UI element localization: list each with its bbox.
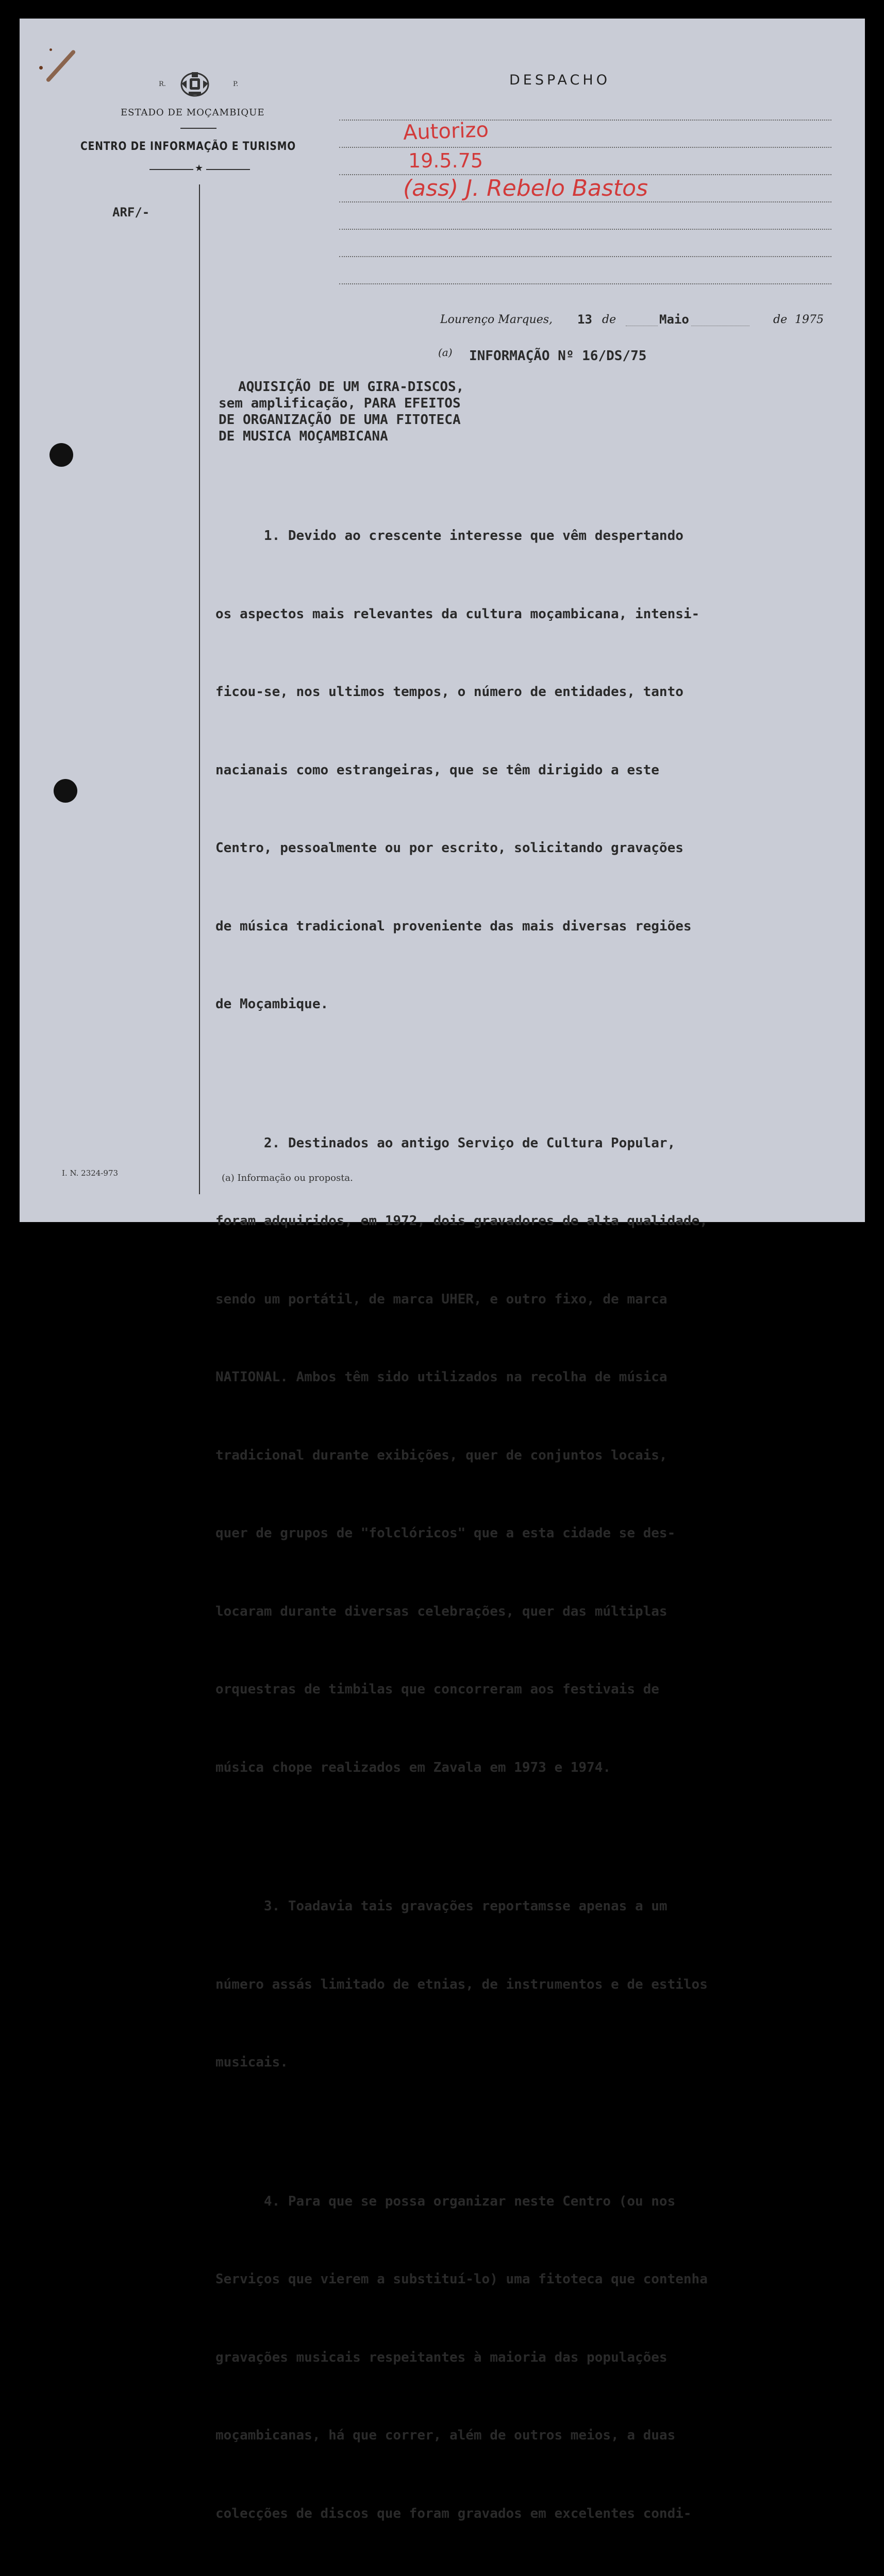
subject-line: sem amplificação, PARA EFEITOS [219,396,461,411]
body-line: 3. Toadavia tais gravações reportamsse apenas a um [215,1899,668,1914]
body-line: número assás limitado de etnias, de instrumentos e de estilos [215,1976,708,1992]
margin-line [199,184,200,1194]
document-page [20,19,865,2521]
body-line: de música tradicional proveniente das mais diversas regiões [215,918,692,934]
reference-code: ARF/- [112,205,150,219]
handwritten-signature: (ass) J. Rebelo Bastos [403,175,648,201]
body-line: NATIONAL. Ambos têm sido utilizados na recolha de música [215,1369,668,1385]
dateline-year: 1975 [795,313,824,326]
body-line: 2. Destinados ao antigo Serviço de Cultura Popular, [215,1135,676,1151]
despacho-line [339,147,831,148]
body-line: nacianais como estrangeiras, que se têm dirigido a este [215,762,659,778]
paragraph-gap [215,1833,865,1841]
body-line: os aspectos mais relevantes da cultura moçambicana, intensi- [215,606,700,622]
handwritten-date: 19.5.75 [408,149,483,172]
punch-hole [49,443,73,467]
body-line: sendo um portátil, de marca UHER, e outro fixo, de marca [215,1291,668,1307]
letterhead-centre: CENTRO DE INFORMAÇÃO E TURISMO [80,140,296,153]
footnote: (a) Informação ou proposta. [222,1173,353,1183]
handwritten-authorization: Autorizo [403,118,489,145]
dateline-de: de [602,313,616,326]
despacho-line [339,229,831,230]
letterhead-p: P. [233,80,239,88]
body-line: quer de grupos de "folclóricos" que a esta cidade se des- [215,1526,676,1541]
body-line: tradicional durante exibições, quer de conjuntos locais, [215,1447,668,1463]
body-line: música chope realizados em Zavala em 1973 e 1974. [215,1759,611,1775]
body-line: orquestras de timbilas que concorreram aos festivais de [215,1682,659,1697]
dateline-month: Maio [658,312,691,327]
subject-line: DE MUSICA MOÇAMBICANA [219,429,388,444]
dateline-day: 13 [577,312,592,327]
body-line: Centro, pessoalmente ou por escrito, solicitando gravações [215,840,683,856]
footnote-marker: (a) [438,346,453,359]
star-icon: ★ [195,163,204,174]
dateline-place: Lourenço Marques, [440,313,553,326]
subject-line: DE ORGANIZAÇÃO DE UMA FITOTECA [219,412,461,428]
body-line: moçambicanas, há que correr, além de outros meios, a duas [215,2428,676,2443]
punch-hole [54,779,77,803]
rust-dot [39,66,43,70]
body-line: gravações musicais respeitantes à maioria das populações [215,2349,668,2365]
letterhead-state: ESTADO DE MOÇAMBIQUE [121,107,265,118]
body-line: locaram durante diversas celebrações, quer das múltiplas [215,1603,668,1619]
body-line: foram adquiridos, em 1972, dois gravadores de alta qualidade, [215,1213,708,1229]
despacho-line [339,283,831,284]
body-line: ficou-se, nos ultimos tempos, o número de entidades, tanto [215,684,683,700]
body-line: Serviços que vierem a substituí-lo) uma fitoteca que contenha [215,2272,708,2287]
subject-line: AQUISIÇÃO DE UM GIRA-DISCOS, [238,379,464,395]
letterhead-rule [180,128,216,129]
letterhead-rule [149,169,193,170]
rust-dot [49,48,52,51]
despacho-line [339,201,831,202]
rust-stain [45,49,76,83]
body-line: musicais. [215,2055,288,2070]
information-title: INFORMAÇÃO Nº 16/DS/75 [469,348,647,364]
paragraph-gap [215,2128,865,2137]
letterhead-rule [206,169,250,170]
despacho-title: DESPACHO [509,72,610,88]
body-line: 4. Para que se possa organizar neste Centro (ou nos [215,2193,676,2209]
body-line: colecções de discos que foram gravados em excelentes condi- [215,2505,692,2521]
paragraph-gap [215,1070,865,1078]
body-line: 1. Devido ao crescente interesse que vêm despertando [215,528,683,544]
body-line: de Moçambique. [215,996,329,1012]
despacho-line [339,256,831,257]
coat-of-arms-emblem [178,68,211,100]
dateline-de: de [773,313,788,326]
body-text [215,471,865,2576]
letterhead-r: R. [159,80,166,88]
form-code: I. N. 2324-973 [62,1168,119,1178]
